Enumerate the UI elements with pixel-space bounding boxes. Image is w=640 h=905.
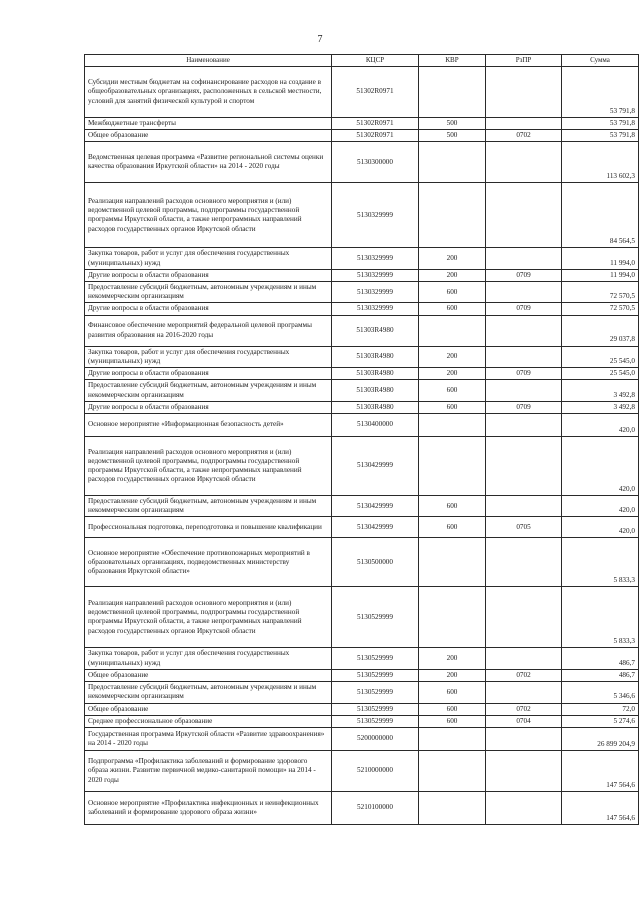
cell-name: Другие вопросы в области образования <box>85 368 332 380</box>
cell-name: Реализация направлений расходов основного мероприятия и (или) ведомственной целевой программы, подпрограммы государственной программы Иркутской области, а также непрограммных направлений расходов государственных органов Иркутской области <box>85 587 332 648</box>
cell-kvr: 500 <box>419 117 486 129</box>
cell-kvr: 200 <box>419 669 486 681</box>
cell-sum: 72,0 <box>562 703 639 715</box>
cell-kcsr: 51303R4980 <box>332 401 419 413</box>
header-kcsr: КЦСР <box>332 55 419 67</box>
cell-kvr <box>419 587 486 648</box>
cell-rzpr: 0702 <box>486 130 562 142</box>
cell-sum: 25 545,0 <box>562 346 639 367</box>
cell-kvr: 500 <box>419 130 486 142</box>
cell-rzpr <box>486 791 562 824</box>
cell-kvr <box>419 538 486 587</box>
table-row <box>85 183 639 248</box>
cell-rzpr <box>486 437 562 496</box>
table-row <box>85 282 639 303</box>
cell-sum: 147 564,6 <box>562 750 639 791</box>
cell-rzpr: 0704 <box>486 715 562 727</box>
cell-kvr <box>419 315 486 346</box>
cell-kvr <box>419 750 486 791</box>
cell-sum: 29 037,8 <box>562 315 639 346</box>
cell-kcsr: 5130429999 <box>332 517 419 538</box>
table-row <box>85 117 639 129</box>
cell-kvr <box>419 414 486 437</box>
cell-kcsr: 5130329999 <box>332 183 419 248</box>
cell-kcsr: 51302R0971 <box>332 117 419 129</box>
cell-name: Другие вопросы в области образования <box>85 401 332 413</box>
cell-name: Закупка товаров, работ и услуг для обеспечения государственных (муниципальных) нужд <box>85 346 332 367</box>
page-number: 7 <box>317 34 323 45</box>
cell-sum: 11 994,0 <box>562 248 639 269</box>
cell-kcsr: 51303R4980 <box>332 346 419 367</box>
cell-kcsr: 51302R0971 <box>332 66 419 117</box>
cell-sum: 486,7 <box>562 648 639 669</box>
cell-rzpr: 0709 <box>486 401 562 413</box>
cell-kcsr: 5130329999 <box>332 303 419 315</box>
cell-rzpr <box>486 117 562 129</box>
cell-kcsr: 5130300000 <box>332 142 419 183</box>
header-sum: Сумма <box>562 55 639 67</box>
cell-name: Подпрограмма «Профилактика заболеваний и формирование здорового образа жизни. Развитие первичной медико-санитарной помощи» на 2014 - 2020 годы <box>85 750 332 791</box>
table-row <box>85 750 639 791</box>
cell-kvr <box>419 727 486 750</box>
cell-kvr: 200 <box>419 346 486 367</box>
table-row <box>85 269 639 281</box>
cell-sum: 25 545,0 <box>562 368 639 380</box>
table-row <box>85 727 639 750</box>
cell-name: Финансовое обеспечение мероприятий федеральной целевой программы развития образования на 2016-2020 годы <box>85 315 332 346</box>
cell-rzpr: 0705 <box>486 517 562 538</box>
cell-kcsr: 5210000000 <box>332 750 419 791</box>
cell-kvr: 600 <box>419 380 486 401</box>
cell-rzpr <box>486 183 562 248</box>
cell-rzpr <box>486 538 562 587</box>
table-row <box>85 437 639 496</box>
table-row <box>85 248 639 269</box>
cell-kcsr: 5130400000 <box>332 414 419 437</box>
cell-name: Межбюджетные трансферты <box>85 117 332 129</box>
cell-kvr <box>419 183 486 248</box>
table-row <box>85 401 639 413</box>
cell-kvr <box>419 66 486 117</box>
cell-sum: 420,0 <box>562 496 639 517</box>
cell-kvr <box>419 142 486 183</box>
cell-kcsr: 51302R0971 <box>332 130 419 142</box>
cell-name: Профессиональная подготовка, переподготовка и повышение квалификации <box>85 517 332 538</box>
cell-name: Среднее профессиональное образование <box>85 715 332 727</box>
cell-sum: 3 492,8 <box>562 401 639 413</box>
cell-rzpr <box>486 496 562 517</box>
cell-name: Закупка товаров, работ и услуг для обеспечения государственных (муниципальных) нужд <box>85 248 332 269</box>
cell-name: Государственная программа Иркутской области «Развитие здравоохранения» на 2014 - 2020 годы <box>85 727 332 750</box>
table-row <box>85 682 639 703</box>
cell-kvr: 600 <box>419 517 486 538</box>
cell-kvr: 200 <box>419 248 486 269</box>
cell-sum: 486,7 <box>562 669 639 681</box>
table-row <box>85 496 639 517</box>
cell-rzpr <box>486 282 562 303</box>
cell-sum: 3 492,8 <box>562 380 639 401</box>
cell-sum: 11 994,0 <box>562 269 639 281</box>
cell-kvr <box>419 437 486 496</box>
cell-rzpr <box>486 346 562 367</box>
cell-rzpr <box>486 750 562 791</box>
cell-kcsr: 5130529999 <box>332 669 419 681</box>
table-header-row <box>85 55 639 67</box>
cell-rzpr <box>486 414 562 437</box>
cell-kcsr: 5130529999 <box>332 587 419 648</box>
header-name: Наименование <box>85 55 332 67</box>
cell-name: Предоставление субсидий бюджетным, автономным учреждениям и иным некоммерческим организациям <box>85 282 332 303</box>
cell-rzpr <box>486 380 562 401</box>
table-row <box>85 414 639 437</box>
budget-table <box>84 54 639 825</box>
table-row <box>85 368 639 380</box>
cell-kvr: 200 <box>419 269 486 281</box>
cell-rzpr: 0709 <box>486 269 562 281</box>
cell-sum: 53 791,8 <box>562 117 639 129</box>
cell-rzpr <box>486 727 562 750</box>
table-row <box>85 380 639 401</box>
cell-kcsr: 5130500000 <box>332 538 419 587</box>
cell-kcsr: 5130329999 <box>332 269 419 281</box>
cell-kvr: 600 <box>419 703 486 715</box>
cell-name: Ведомственная целевая программа «Развитие региональной системы оценки качества образования Иркутской области» на 2014 - 2020 годы <box>85 142 332 183</box>
cell-kcsr: 5130329999 <box>332 248 419 269</box>
cell-kcsr: 51303R4980 <box>332 315 419 346</box>
table-row <box>85 715 639 727</box>
header-kvr: КВР <box>419 55 486 67</box>
table-row <box>85 703 639 715</box>
cell-rzpr <box>486 682 562 703</box>
cell-name: Основное мероприятие «Профилактика инфекционных и неинфекционных заболеваний и формирование здорового образа жизни» <box>85 791 332 824</box>
cell-rzpr <box>486 66 562 117</box>
cell-kcsr: 5130529999 <box>332 703 419 715</box>
table-row <box>85 315 639 346</box>
table-row <box>85 538 639 587</box>
cell-rzpr <box>486 248 562 269</box>
cell-rzpr: 0702 <box>486 703 562 715</box>
cell-rzpr <box>486 315 562 346</box>
cell-kcsr: 5130429999 <box>332 437 419 496</box>
cell-sum: 72 570,5 <box>562 282 639 303</box>
cell-kvr: 600 <box>419 496 486 517</box>
cell-name: Закупка товаров, работ и услуг для обеспечения государственных (муниципальных) нужд <box>85 648 332 669</box>
cell-rzpr: 0702 <box>486 669 562 681</box>
cell-kcsr: 5130429999 <box>332 496 419 517</box>
header-rzpr: РзПР <box>486 55 562 67</box>
table-row <box>85 66 639 117</box>
cell-sum: 84 564,5 <box>562 183 639 248</box>
cell-name: Другие вопросы в области образования <box>85 269 332 281</box>
cell-name: Реализация направлений расходов основного мероприятия и (или) ведомственной целевой программы, подпрограммы государственной программы Иркутской области, а также непрограммных направлений расходов государственных органов Иркутской области <box>85 183 332 248</box>
cell-kcsr: 51303R4980 <box>332 380 419 401</box>
cell-sum: 5 274,6 <box>562 715 639 727</box>
cell-rzpr <box>486 587 562 648</box>
cell-kvr: 200 <box>419 368 486 380</box>
cell-sum: 420,0 <box>562 517 639 538</box>
table-row <box>85 346 639 367</box>
cell-name: Общее образование <box>85 669 332 681</box>
cell-name: Основное мероприятие «Обеспечение противопожарных мероприятий в образовательных организациях, подведомственных министерству образования Иркутской области» <box>85 538 332 587</box>
cell-sum: 147 564,6 <box>562 791 639 824</box>
cell-kvr: 600 <box>419 401 486 413</box>
cell-kvr: 600 <box>419 303 486 315</box>
cell-rzpr <box>486 142 562 183</box>
cell-name: Субсидии местным бюджетам на софинансирование расходов на создание в общеобразовательных организациях, расположенных в сельской местности, условий для занятий физической культурой и спортом <box>85 66 332 117</box>
cell-name: Предоставление субсидий бюджетным, автономным учреждениям и иным некоммерческим организациям <box>85 380 332 401</box>
table-row <box>85 587 639 648</box>
cell-sum: 53 791,8 <box>562 66 639 117</box>
cell-kvr <box>419 791 486 824</box>
cell-rzpr: 0709 <box>486 303 562 315</box>
cell-sum: 420,0 <box>562 414 639 437</box>
table-row <box>85 517 639 538</box>
cell-sum: 420,0 <box>562 437 639 496</box>
cell-sum: 53 791,8 <box>562 130 639 142</box>
table-row <box>85 648 639 669</box>
cell-sum: 5 346,6 <box>562 682 639 703</box>
cell-sum: 113 602,3 <box>562 142 639 183</box>
cell-kcsr: 5130529999 <box>332 715 419 727</box>
cell-name: Основное мероприятие «Информационная безопасность детей» <box>85 414 332 437</box>
cell-kcsr: 5210100000 <box>332 791 419 824</box>
table-row <box>85 142 639 183</box>
table-row <box>85 303 639 315</box>
cell-kcsr: 5130329999 <box>332 282 419 303</box>
cell-sum: 26 899 204,9 <box>562 727 639 750</box>
cell-name: Предоставление субсидий бюджетным, автономным учреждениям и иным некоммерческим организациям <box>85 496 332 517</box>
cell-kcsr: 51303R4980 <box>332 368 419 380</box>
cell-kcsr: 5130529999 <box>332 682 419 703</box>
table-row <box>85 130 639 142</box>
cell-sum: 72 570,5 <box>562 303 639 315</box>
cell-name: Общее образование <box>85 130 332 142</box>
cell-name: Другие вопросы в области образования <box>85 303 332 315</box>
cell-kcsr: 5200000000 <box>332 727 419 750</box>
cell-sum: 5 833,3 <box>562 538 639 587</box>
cell-kvr: 600 <box>419 715 486 727</box>
cell-kvr: 600 <box>419 682 486 703</box>
table-row <box>85 791 639 824</box>
table-row <box>85 669 639 681</box>
cell-kvr: 600 <box>419 282 486 303</box>
cell-kcsr: 5130529999 <box>332 648 419 669</box>
cell-name: Реализация направлений расходов основного мероприятия и (или) ведомственной целевой программы, подпрограммы государственной программы Иркутской области, а также непрограммных направлений расходов государственных органов Иркутской области <box>85 437 332 496</box>
cell-rzpr <box>486 648 562 669</box>
cell-name: Общее образование <box>85 703 332 715</box>
cell-kvr: 200 <box>419 648 486 669</box>
cell-rzpr: 0709 <box>486 368 562 380</box>
cell-name: Предоставление субсидий бюджетным, автономным учреждениям и иным некоммерческим организациям <box>85 682 332 703</box>
cell-sum: 5 833,3 <box>562 587 639 648</box>
